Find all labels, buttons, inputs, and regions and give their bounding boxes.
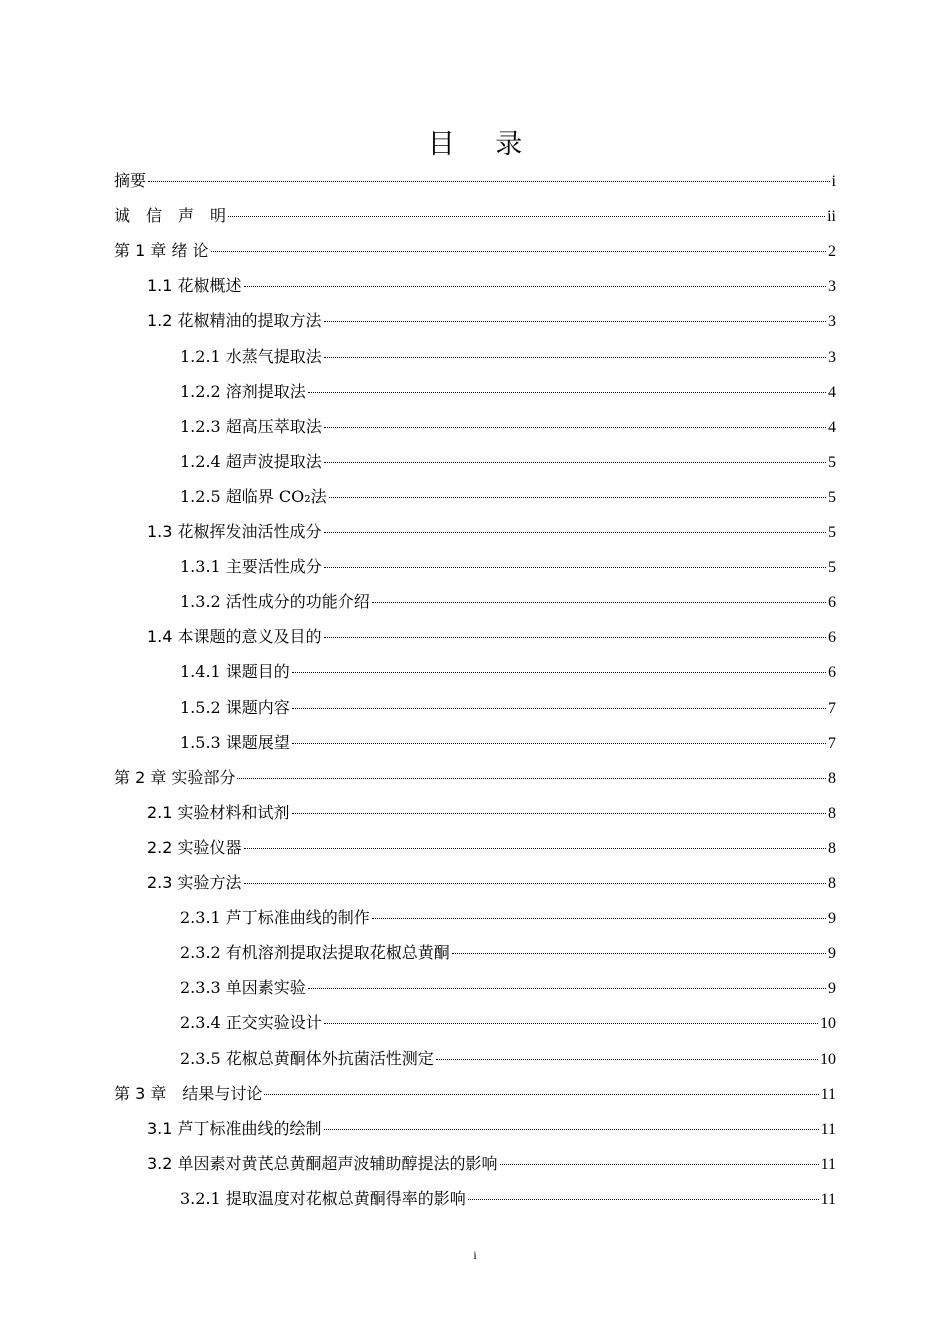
toc-dot-leader [324,427,826,428]
toc-entry-title: 2.3.5 花椒总黄酮体外抗菌活性测定 [180,1048,434,1068]
toc-entry[interactable] [147,870,836,905]
toc-entry-title: 1.4.1 课题目的 [180,662,290,682]
toc-entry-page: 5 [828,453,836,471]
toc-entry-title: 1.2.5 超临界 CO₂法 [180,486,327,506]
toc-dot-leader [324,1023,818,1024]
toc-dot-leader [324,462,826,463]
toc-dot-leader [372,918,826,919]
toc-dot-leader [372,602,826,603]
toc-entry-page: 5 [828,488,836,506]
toc-entry[interactable] [180,554,836,589]
toc-dot-leader [148,181,830,182]
toc-dot-leader [329,497,826,498]
toc-dot-leader [308,392,826,393]
toc-entry[interactable] [180,1046,836,1081]
toc-entry-page: 9 [828,980,836,998]
toc-entry-title: 2.3.4 正交实验设计 [180,1013,322,1033]
toc-entry-title: 1.4 本课题的意义及目的 [147,627,322,647]
toc-dot-leader [211,251,826,252]
toc-entry-title: 2.3 实验方法 [147,873,242,892]
toc-entry[interactable] [114,168,836,203]
toc-entry[interactable] [180,379,836,414]
page-number: i [473,1248,477,1262]
toc-dot-leader [452,953,826,954]
toc-entry[interactable] [147,624,836,659]
page-title: 目 录 [427,129,539,160]
toc-entry-page: ii [827,208,836,226]
toc-entry-page: 3 [828,278,836,296]
toc-entry[interactable] [180,589,836,624]
toc-entry-title: 2.3.2 有机溶剂提取法提取花椒总黄酮 [180,943,450,963]
toc-dot-leader [264,1094,818,1095]
toc-entry-title: 1.1 花椒概述 [147,276,242,296]
toc-entry[interactable] [147,519,836,554]
toc-entry-title: 2.2 实验仪器 [147,837,242,857]
toc-entry-title: 1.2 花椒精油的提取方法 [147,311,322,331]
toc-entry-page: 11 [820,1085,836,1103]
toc-entry-title: 2.1 实验材料和试剂 [147,802,290,822]
toc-entry-page: 6 [828,664,836,682]
toc-entry[interactable] [114,765,836,800]
toc-dot-leader [324,532,826,533]
toc-entry[interactable] [180,1010,836,1045]
toc-entry-title: 1.5.3 课题展望 [180,732,290,752]
toc-entry[interactable] [180,659,836,694]
toc-entry-page: 3 [828,313,836,331]
toc-entry-title: 1.3 花椒挥发油活性成分 [147,522,322,541]
toc-dot-leader [324,1129,819,1130]
toc-entry-title: 1.2.3 超高压萃取法 [180,416,322,436]
toc-entry-page: 3 [828,348,836,366]
toc-entry-title: 1.2.1 水蒸气提取法 [180,346,322,366]
toc-entry[interactable] [114,1081,836,1116]
toc-entry-page: 11 [820,1155,836,1173]
toc-entry-title: 3.2 单因素对黄芪总黄酮超声波辅助醇提法的影响 [147,1153,498,1173]
toc-entry[interactable] [180,695,836,730]
toc-dot-leader [436,1059,818,1060]
toc-dot-leader [324,321,826,322]
toc-dot-leader [292,672,826,673]
toc-entry-title: 3.2.1 提取温度对花椒总黄酮得率的影响 [180,1188,466,1208]
toc-dot-leader [324,357,826,358]
toc-entry[interactable] [180,940,836,975]
toc-entry-page: i [831,173,836,190]
toc-entry-page: 5 [828,559,836,577]
toc-entry[interactable] [147,273,836,308]
toc-dot-leader [244,848,826,849]
toc-dot-leader [500,1164,819,1165]
toc-entry[interactable] [147,1151,836,1186]
toc-entry-title: 3.1 芦丁标准曲线的绘制 [147,1118,322,1138]
toc-entry-page: 9 [828,945,836,963]
toc-entry-title: 第 2 章 实验部分 [114,767,236,787]
toc-entry-title: 1.5.2 课题内容 [180,697,290,717]
toc-dot-leader [308,988,826,989]
toc-entry[interactable] [147,308,836,343]
toc-dot-leader [292,708,826,709]
toc-entry[interactable] [180,484,836,519]
toc-dot-leader [228,216,825,217]
toc-dot-leader [324,567,826,568]
toc-entry[interactable] [147,835,836,870]
toc-entry[interactable] [147,800,836,835]
toc-entry-page: 10 [820,1015,836,1033]
toc-entry[interactable] [147,1116,836,1151]
toc-entry-page: 7 [828,699,836,717]
toc-entry-page: 2 [828,243,836,261]
toc-entry-title: 1.3.2 活性成分的功能介绍 [180,592,370,612]
toc-entry-page: 8 [828,804,836,822]
toc-entry-title: 第 3 章 结果与讨论 [114,1083,263,1103]
toc-entry-page: 8 [828,839,836,857]
toc-entry-page: 8 [828,769,836,787]
toc-entry-title: 第 1 章 绪 论 [114,241,209,261]
toc-entry-title: 1.2.2 溶剂提取法 [180,381,306,401]
toc-entry-page: 4 [828,383,836,401]
toc-entry[interactable] [180,1186,836,1221]
toc-entry-page: 11 [820,1120,836,1138]
toc-dot-leader [468,1199,819,1200]
toc-entry-title: 2.3.3 单因素实验 [180,978,306,998]
toc-entry-page: 10 [820,1050,836,1068]
toc-entry-page: 7 [828,734,836,752]
toc-dot-leader [292,743,826,744]
toc-entry-page: 4 [828,418,836,436]
toc-entry-page: 9 [828,910,836,928]
toc-dot-leader [244,286,826,287]
toc-entry[interactable] [180,344,836,379]
toc-entry-title: 诚 信 声 明 [114,206,227,226]
toc-entry-page: 11 [820,1190,836,1208]
toc-entry[interactable] [180,449,836,484]
toc-entry-title: 2.3.1 芦丁标准曲线的制作 [180,908,370,928]
toc-dot-leader [244,883,826,884]
toc-entry[interactable] [180,414,836,449]
toc-entry[interactable] [180,730,836,765]
toc-entry[interactable] [114,238,836,273]
toc-entry-page: 8 [828,875,836,892]
toc-entry-page: 5 [828,524,836,541]
toc-entry[interactable] [114,203,836,238]
toc-entry[interactable] [180,975,836,1010]
toc-dot-leader [292,813,826,814]
toc-entry-title: 1.2.4 超声波提取法 [180,451,322,471]
toc-entry-page: 6 [828,594,836,612]
toc-dot-leader [237,778,826,779]
toc-entry-title: 摘要 [114,171,147,190]
toc-entry[interactable] [180,905,836,940]
toc-dot-leader [324,637,826,638]
toc-entry-page: 6 [828,629,836,647]
toc-entry-title: 1.3.1 主要活性成分 [180,557,322,577]
